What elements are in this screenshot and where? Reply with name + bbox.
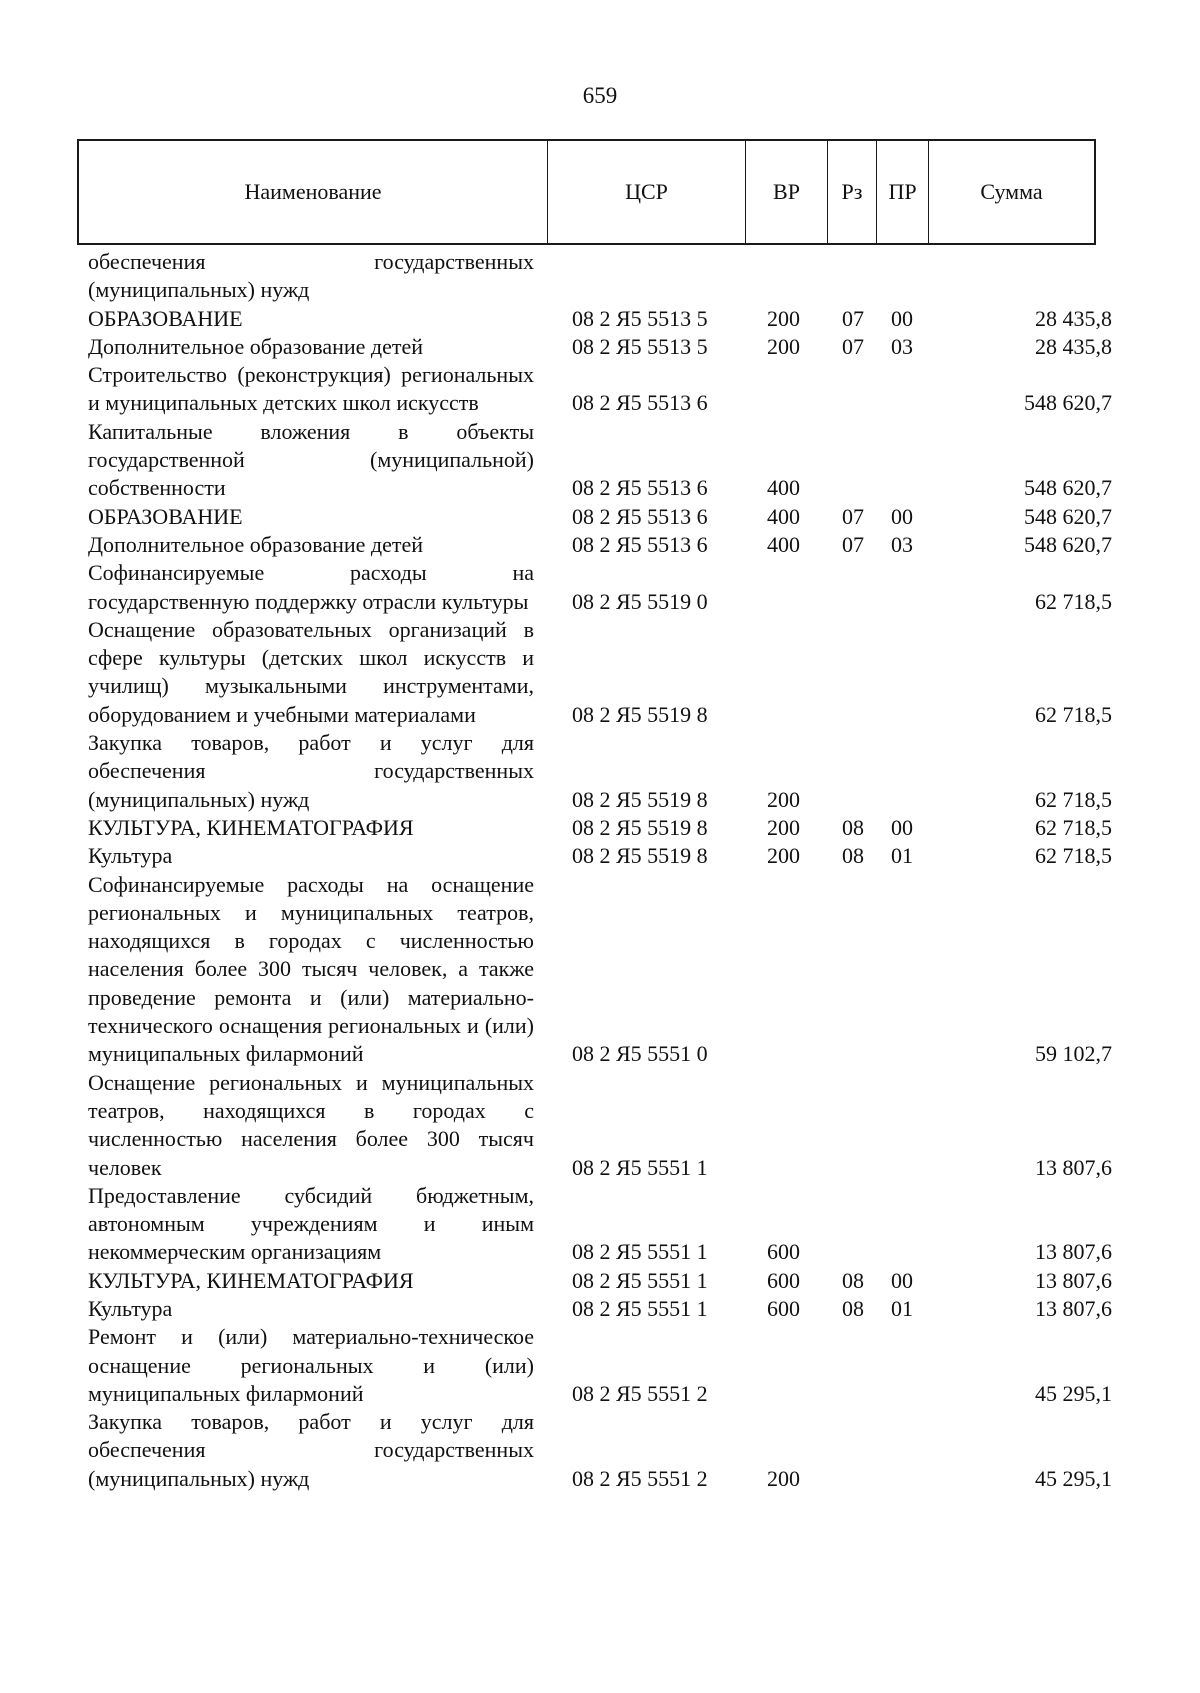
- row-name: Оснащение региональных и муниципальных театров, находящихся в городах с численностью населения более 300 тысяч человек: [88, 1069, 534, 1180]
- table-row: [0, 503, 1200, 531]
- row-sum: 548 620,7: [1024, 503, 1112, 529]
- row-name: КУЛЬТУРА, КИНЕМАТОГРАФИЯ: [88, 814, 414, 840]
- row-name: Софинансируемые расходы на государственную поддержку отрасли культуры: [88, 560, 534, 614]
- table-row: [0, 1408, 1200, 1493]
- row-csr: 08 2 Я5 5551 1: [572, 1295, 708, 1321]
- header-vr: ВР: [746, 141, 828, 243]
- row-csr: 08 2 Я5 5519 8: [572, 843, 708, 869]
- row-pr: 01: [891, 1295, 913, 1321]
- header-name: Наименование: [79, 141, 548, 243]
- row-csr: 08 2 Я5 5519 0: [572, 588, 708, 614]
- row-name: Закупка товаров, работ и услуг для обеспечения государственных (муниципальных) нужд: [88, 730, 534, 812]
- row-vr: 600: [767, 1295, 800, 1321]
- row-vr: 200: [767, 333, 800, 359]
- row-vr: 400: [767, 531, 800, 557]
- table-row: [0, 1295, 1200, 1323]
- table-header: [77, 139, 1096, 245]
- table-row: [0, 248, 1200, 305]
- row-pr: 00: [891, 1267, 913, 1293]
- header-rz: Рз: [828, 141, 877, 243]
- row-sum: 62 718,5: [1035, 843, 1112, 869]
- row-rz: 07: [842, 531, 864, 557]
- row-pr: 03: [891, 531, 913, 557]
- row-csr: 08 2 Я5 5551 1: [572, 1239, 708, 1265]
- row-sum: 45 295,1: [1035, 1380, 1112, 1406]
- table-row: [0, 1267, 1200, 1295]
- table-row: [0, 842, 1200, 870]
- table-row: [0, 361, 1200, 418]
- table-row: [0, 1323, 1200, 1408]
- row-vr: 200: [767, 1465, 800, 1491]
- table-row: [0, 1069, 1200, 1182]
- header-csr: ЦСР: [548, 141, 746, 243]
- row-vr: 200: [767, 843, 800, 869]
- row-csr: 08 2 Я5 5513 5: [572, 333, 708, 359]
- row-sum: 548 620,7: [1024, 475, 1112, 501]
- row-vr: 200: [767, 786, 800, 812]
- row-sum: 62 718,5: [1035, 814, 1112, 840]
- row-vr: 400: [767, 475, 800, 501]
- row-sum: 548 620,7: [1024, 390, 1112, 416]
- row-name: Дополнительное образование детей: [88, 531, 424, 557]
- table-row: [0, 418, 1200, 503]
- row-sum: 45 295,1: [1035, 1465, 1112, 1491]
- row-sum: 62 718,5: [1035, 786, 1112, 812]
- row-rz: 07: [842, 305, 864, 331]
- page-number: 659: [582, 83, 618, 108]
- row-name: Оснащение образовательных организаций в сфере культуры (детских школ искусств и училищ) музыкальными инструментами, оборудованием и учебными материалами: [88, 616, 534, 727]
- row-csr: 08 2 Я5 5551 2: [572, 1465, 708, 1491]
- row-csr: 08 2 Я5 5513 6: [572, 503, 708, 529]
- row-name: Дополнительное образование детей: [88, 333, 424, 359]
- row-rz: 08: [842, 1295, 864, 1321]
- row-sum: 62 718,5: [1035, 701, 1112, 727]
- row-csr: 08 2 Я5 5519 8: [572, 814, 708, 840]
- row-pr: 03: [891, 333, 913, 359]
- row-sum: 13 807,6: [1035, 1295, 1112, 1321]
- row-pr: 00: [891, 503, 913, 529]
- row-sum: 548 620,7: [1024, 531, 1112, 557]
- row-sum: 28 435,8: [1035, 333, 1112, 359]
- row-csr: 08 2 Я5 5551 2: [572, 1380, 708, 1406]
- row-name: ОБРАЗОВАНИЕ: [88, 503, 243, 529]
- table-row: [0, 1182, 1200, 1267]
- row-vr: 600: [767, 1239, 800, 1265]
- row-csr: 08 2 Я5 5513 6: [572, 475, 708, 501]
- row-csr: 08 2 Я5 5519 8: [572, 786, 708, 812]
- row-rz: 08: [842, 843, 864, 869]
- row-pr: 00: [891, 305, 913, 331]
- row-sum: 13 807,6: [1035, 1239, 1112, 1265]
- row-csr: 08 2 Я5 5551 1: [572, 1154, 708, 1180]
- row-csr: 08 2 Я5 5513 5: [572, 305, 708, 331]
- row-csr: 08 2 Я5 5551 1: [572, 1267, 708, 1293]
- row-name: Ремонт и (или) материально-техническое оснащение региональных и (или) муниципальных филармоний: [88, 1324, 534, 1406]
- row-csr: 08 2 Я5 5513 6: [572, 531, 708, 557]
- row-name: Строительство (реконструкция) региональных и муниципальных детских школ искусств: [88, 362, 534, 416]
- row-rz: 07: [842, 503, 864, 529]
- row-vr: 200: [767, 814, 800, 840]
- row-name: Культура: [88, 1295, 173, 1321]
- row-csr: 08 2 Я5 5551 0: [572, 1041, 708, 1067]
- row-sum: 13 807,6: [1035, 1267, 1112, 1293]
- table-row: [0, 559, 1200, 616]
- row-sum: 13 807,6: [1035, 1154, 1112, 1180]
- row-name: КУЛЬТУРА, КИНЕМАТОГРАФИЯ: [88, 1267, 414, 1293]
- row-csr: 08 2 Я5 5513 6: [572, 390, 708, 416]
- row-name: ОБРАЗОВАНИЕ: [88, 305, 243, 331]
- row-pr: 00: [891, 814, 913, 840]
- row-name: Софинансируемые расходы на оснащение региональных и муниципальных театров, находящихся в городах с численностью населения более 300 тысяч человек, а также проведение ремонта и (или) материально-технического оснащения региональных и (или) муниципальных филармоний: [88, 871, 534, 1067]
- row-vr: 600: [767, 1267, 800, 1293]
- table-row: [0, 616, 1200, 729]
- row-sum: 59 102,7: [1035, 1041, 1112, 1067]
- row-vr: 400: [767, 503, 800, 529]
- header-pr: ПР: [877, 141, 929, 243]
- row-sum: 28 435,8: [1035, 305, 1112, 331]
- row-vr: 200: [767, 305, 800, 331]
- row-rz: 08: [842, 1267, 864, 1293]
- row-csr: 08 2 Я5 5519 8: [572, 701, 708, 727]
- table-row: [0, 333, 1200, 361]
- row-pr: 01: [891, 843, 913, 869]
- table-row: [0, 814, 1200, 842]
- row-name: обеспечения государственных (муниципальных) нужд: [88, 249, 534, 303]
- header-sum: Сумма: [980, 179, 1043, 204]
- row-sum: 62 718,5: [1035, 588, 1112, 614]
- table-row: [0, 305, 1200, 333]
- row-rz: 08: [842, 814, 864, 840]
- row-name: Предоставление субсидий бюджетным, автономным учреждениям и иным некоммерческим организациям: [88, 1182, 534, 1265]
- row-name: Закупка товаров, работ и услуг для обеспечения государственных (муниципальных) нужд: [88, 1409, 534, 1491]
- row-rz: 07: [842, 333, 864, 359]
- table-row: [0, 729, 1200, 814]
- row-name: Капитальные вложения в объекты государственной (муниципальной) собственности: [88, 418, 534, 501]
- table-row: [0, 531, 1200, 559]
- table-body: [0, 248, 1200, 1493]
- table-row: [0, 871, 1200, 1069]
- row-name: Культура: [88, 843, 173, 869]
